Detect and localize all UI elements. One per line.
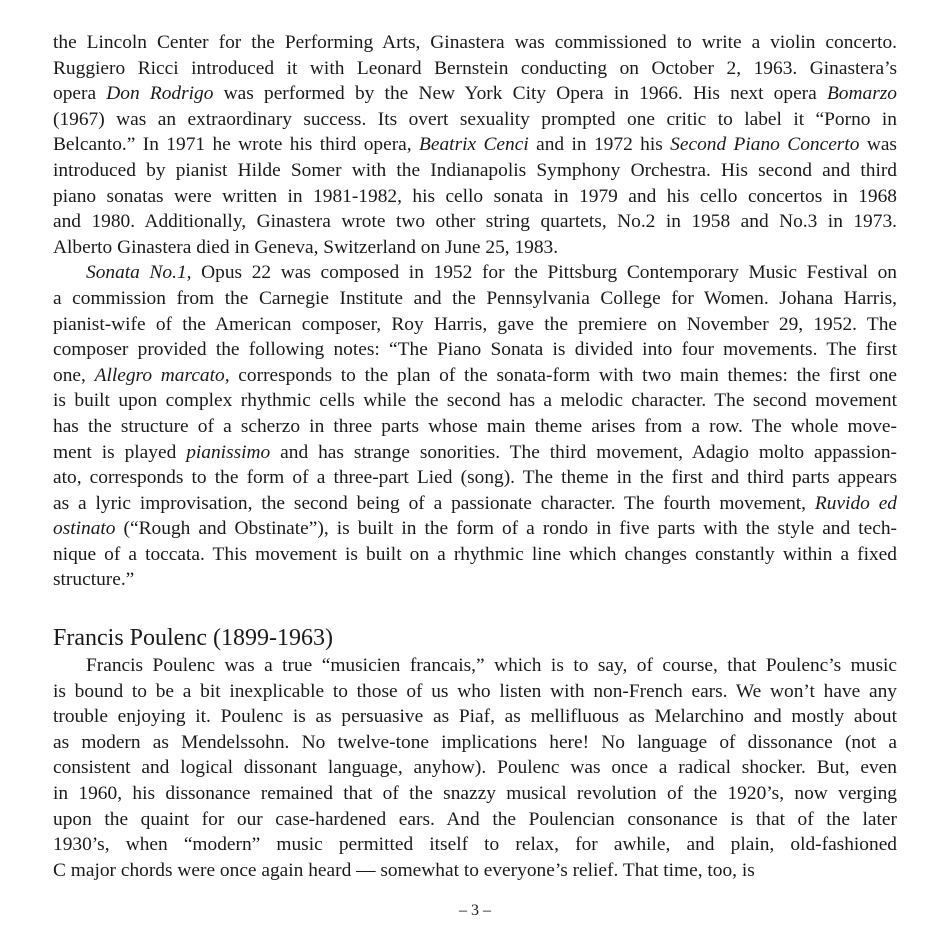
text-line: Francis Poulenc was a true “musicien francais,” which is to say, of course, that Poulenc’s music <box>86 655 897 677</box>
italic-title: Sonata No.1, <box>86 262 192 284</box>
text-line: 1930’s, when “modern” music permitted itself to relax, for awhile, and plain, old-fashioned <box>53 834 897 856</box>
text-line: Sonata No.1, Opus 22 was composed in 1952 for the Pittsburg Contemporary Music Festival on <box>86 262 897 284</box>
text-line: opera Don Rodrigo was performed by the New York City Opera in 1966. His next opera Bomarzo <box>53 83 897 105</box>
text-line: Alberto Ginastera died in Geneva, Switzerland on June 25, 1983. <box>53 236 559 258</box>
document-page <box>53 30 897 883</box>
italic-title: ostinato <box>53 518 116 540</box>
italic-title: Bomarzo <box>826 83 897 105</box>
text-line: ment is played pianissimo and has strange sonorities. The third movement, Adagio molto appassion- <box>53 441 897 463</box>
text-line: a commission from the Carnegie Institute and the Pennsylvania College for Women. Johana Harris, <box>53 287 897 309</box>
text-line: in 1960, his dissonance remained that of the snazzy musical revolution of the 1920’s, now verging <box>53 783 897 805</box>
text-line: one, Allegro marcato, corresponds to the plan of the sonata-form with two main themes: the first one <box>53 364 897 386</box>
italic-title: Second Piano Concerto <box>670 134 860 156</box>
section-heading-poulenc: Francis Poulenc (1899-1963) <box>53 625 333 652</box>
text-line: as a lyric improvisation, the second being of a passionate character. The fourth movement, Ruvido ed <box>53 492 898 514</box>
paragraph-sonata-no1 <box>53 260 897 593</box>
italic-title: Beatrix Cenci <box>419 134 529 156</box>
text-line: is built upon complex rhythmic cells while the second has a melodic character. The second movement <box>53 390 897 412</box>
text-line: composer provided the following notes: “The Piano Sonata is divided into four movements. The first <box>53 339 897 361</box>
text-line: and 1980. Additionally, Ginastera wrote two other string quartets, No.2 in 1958 and No.3 in 1973. <box>53 211 897 233</box>
text-line: has the structure of a scherzo in three parts whose main theme arises from a row. The whole move- <box>53 415 897 437</box>
italic-title: Ruvido ed <box>814 492 898 514</box>
text-line: trouble enjoying it. Poulenc is as persuasive as Piaf, as mellifluous as Melarchino and mostly about <box>53 706 897 728</box>
text-line: ostinato (“Rough and Obstinate”), is built in the form of a rondo in five parts with the style and tech- <box>53 518 897 540</box>
paragraph-ginastera-biography <box>53 30 897 260</box>
text-line: upon the quaint for our case-hardened ears. And the Poulencian consonance is that of the later <box>53 808 897 830</box>
text-line: the Lincoln Center for the Performing Arts, Ginastera was commissioned to write a violin concerto. <box>53 32 897 53</box>
italic-title: Don Rodrigo <box>106 83 214 105</box>
text-line: (1967) was an extraordinary success. Its overt sexuality prompted one critic to label it “Porno in <box>53 108 897 130</box>
text-line: as modern as Mendelssohn. No twelve-tone implications here! No language of dissonance (not a <box>53 731 897 753</box>
page-number: – 3 – <box>459 902 491 919</box>
text-line: ato, corresponds to the form of a three-part Lied (song). The theme in the first and third parts appears <box>53 467 897 489</box>
text-line: consistent and logical dissonant language, anyhow). Poulenc was once a radical shocker. But, even <box>53 757 897 779</box>
text-line: is bound to be a bit inexplicable to those of us who listen with non-French ears. We won’t have any <box>53 680 897 702</box>
italic-title: pianissimo <box>186 441 271 463</box>
text-line: Ruggiero Ricci introduced it with Leonard Bernstein conducting on October 2, 1963. Ginastera’s <box>53 57 897 79</box>
paragraph-poulenc <box>53 653 897 883</box>
text-line: C major chords were once again heard — somewhat to everyone’s relief. That time, too, is <box>53 859 755 881</box>
text-line: nique of a toccata. This movement is built on a rhythmic line which changes constantly within a fixed <box>53 543 897 565</box>
text-line: introduced by pianist Hilde Somer with the Indianapolis Symphony Orchestra. His second and third <box>53 159 897 181</box>
text-line: structure.” <box>53 569 135 591</box>
italic-title: Allegro marcato, <box>94 364 230 386</box>
text-line: piano sonatas were written in 1981-1982, his cello sonata in 1979 and his cello concertos in 1968 <box>53 185 897 207</box>
text-line: pianist-wife of the American composer, Roy Harris, gave the premiere on November 29, 1952. The <box>53 313 897 335</box>
text-line: Belcanto.” In 1971 he wrote his third opera, Beatrix Cenci and in 1972 his Second Piano Concerto was <box>53 134 897 156</box>
